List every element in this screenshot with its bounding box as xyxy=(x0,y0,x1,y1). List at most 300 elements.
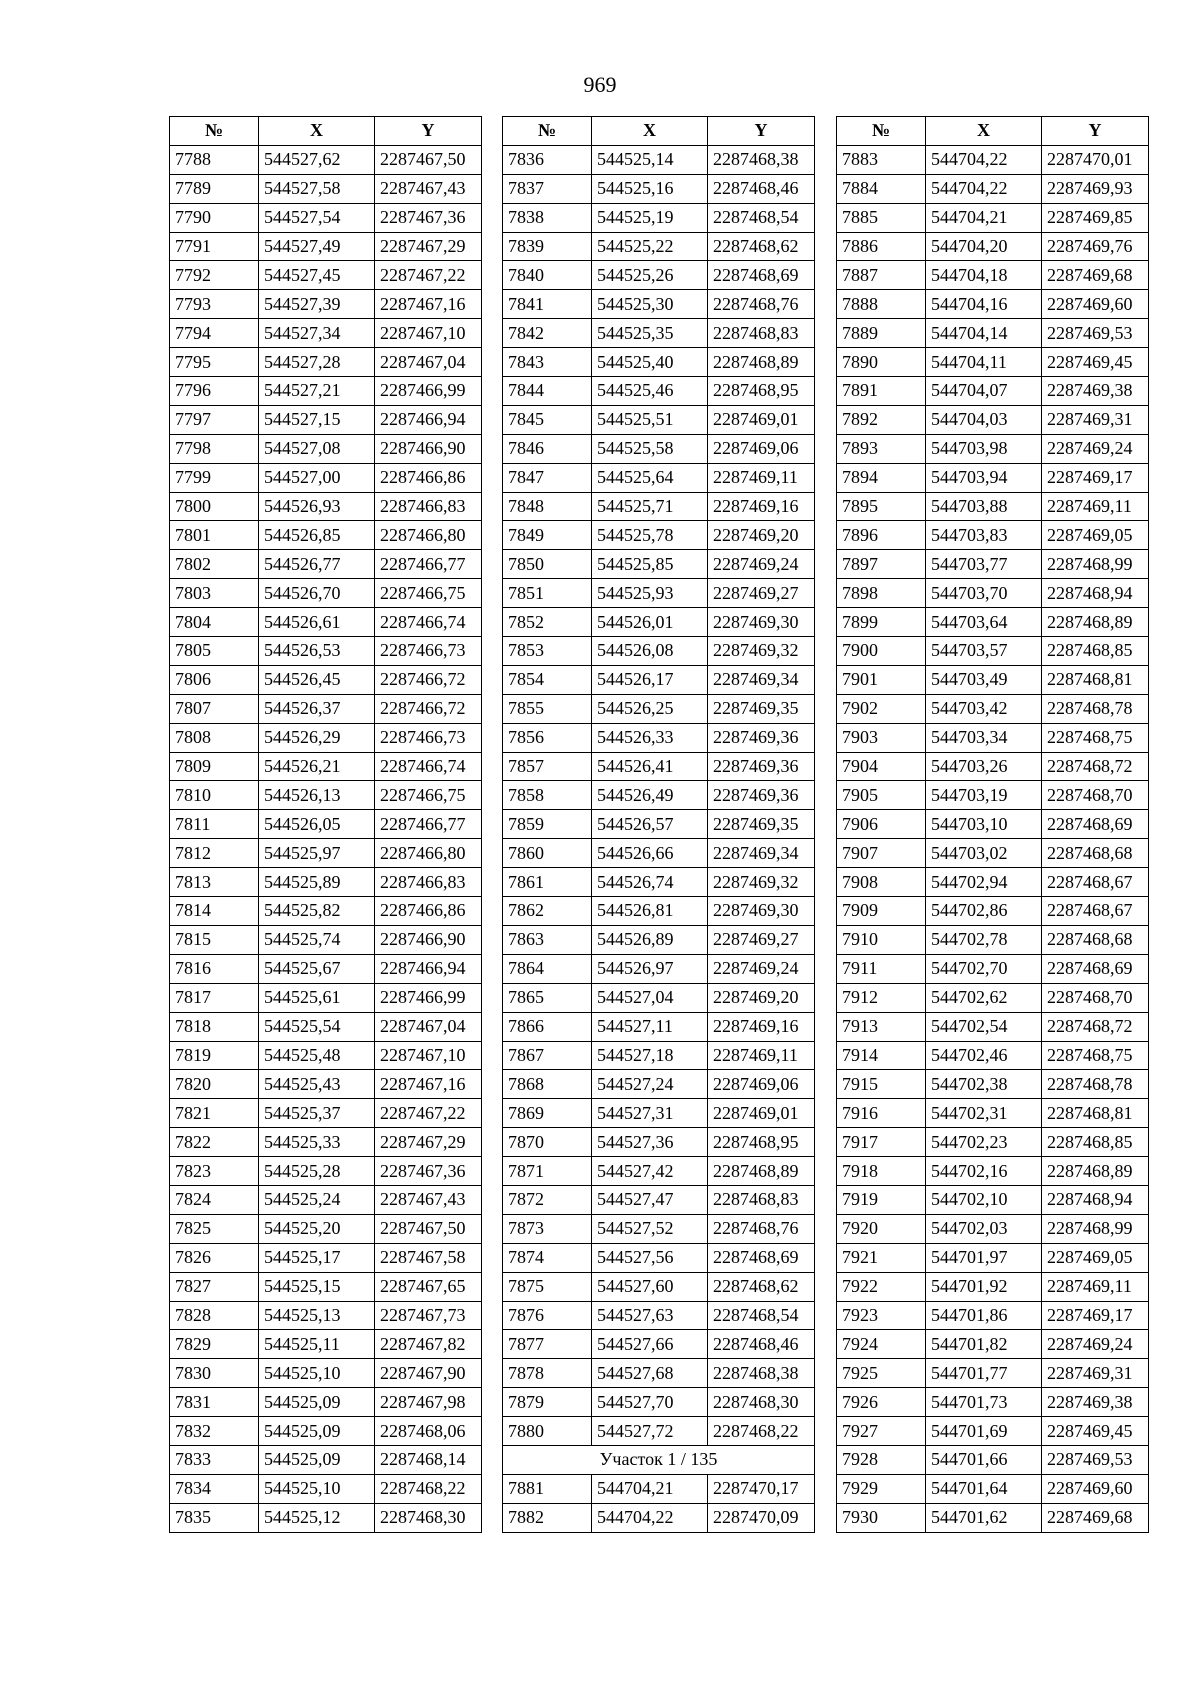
point-number: 7861 xyxy=(503,868,592,897)
table-row xyxy=(503,1214,815,1243)
y-coordinate: 2287469,17 xyxy=(1042,1301,1149,1330)
x-coordinate: 544525,74 xyxy=(259,925,375,954)
point-number: 7831 xyxy=(170,1388,259,1417)
table-row xyxy=(170,1330,482,1359)
section-label: Участок 1 / 135 xyxy=(503,1445,815,1474)
x-coordinate: 544527,60 xyxy=(592,1272,708,1301)
x-coordinate: 544526,37 xyxy=(259,694,375,723)
x-coordinate: 544527,00 xyxy=(259,463,375,492)
x-coordinate: 544704,22 xyxy=(926,174,1042,203)
point-number: 7838 xyxy=(503,203,592,232)
point-number: 7839 xyxy=(503,232,592,261)
y-coordinate: 2287466,90 xyxy=(375,925,482,954)
table-row xyxy=(170,203,482,232)
point-number: 7903 xyxy=(837,723,926,752)
y-coordinate: 2287468,76 xyxy=(708,1214,815,1243)
table-row xyxy=(170,925,482,954)
x-coordinate: 544702,54 xyxy=(926,1012,1042,1041)
x-coordinate: 544701,62 xyxy=(926,1503,1042,1532)
table-row xyxy=(170,1012,482,1041)
y-coordinate: 2287469,38 xyxy=(1042,1388,1149,1417)
table-row xyxy=(503,1185,815,1214)
table-row xyxy=(170,1474,482,1503)
y-coordinate: 2287469,45 xyxy=(1042,348,1149,377)
table-row xyxy=(837,1099,1149,1128)
point-number: 7922 xyxy=(837,1272,926,1301)
point-number: 7898 xyxy=(837,579,926,608)
x-coordinate: 544703,64 xyxy=(926,608,1042,637)
table-header-row xyxy=(837,117,1149,146)
x-coordinate: 544526,29 xyxy=(259,723,375,752)
table-row xyxy=(170,377,482,406)
x-coordinate: 544704,16 xyxy=(926,290,1042,319)
point-number: 7807 xyxy=(170,694,259,723)
table-row xyxy=(503,521,815,550)
table-row xyxy=(503,752,815,781)
table-row xyxy=(503,694,815,723)
y-coordinate: 2287468,78 xyxy=(1042,694,1149,723)
x-coordinate: 544527,39 xyxy=(259,290,375,319)
point-number: 7827 xyxy=(170,1272,259,1301)
y-coordinate: 2287469,60 xyxy=(1042,290,1149,319)
y-coordinate: 2287469,60 xyxy=(1042,1474,1149,1503)
y-coordinate: 2287469,11 xyxy=(708,463,815,492)
point-number: 7918 xyxy=(837,1157,926,1186)
x-coordinate: 544525,40 xyxy=(592,348,708,377)
point-number: 7897 xyxy=(837,550,926,579)
x-coordinate: 544703,70 xyxy=(926,579,1042,608)
x-coordinate: 544525,35 xyxy=(592,319,708,348)
y-coordinate: 2287469,31 xyxy=(1042,1359,1149,1388)
point-number: 7833 xyxy=(170,1445,259,1474)
section-row xyxy=(503,1445,815,1474)
y-coordinate: 2287467,50 xyxy=(375,145,482,174)
x-coordinate: 544525,09 xyxy=(259,1388,375,1417)
x-coordinate: 544701,64 xyxy=(926,1474,1042,1503)
point-number: 7817 xyxy=(170,983,259,1012)
x-coordinate: 544525,26 xyxy=(592,261,708,290)
point-number: 7858 xyxy=(503,781,592,810)
table-row xyxy=(503,1099,815,1128)
point-number: 7801 xyxy=(170,521,259,550)
y-coordinate: 2287469,06 xyxy=(708,1070,815,1099)
y-coordinate: 2287468,69 xyxy=(708,1243,815,1272)
x-coordinate: 544527,18 xyxy=(592,1041,708,1070)
y-coordinate: 2287468,81 xyxy=(1042,1099,1149,1128)
y-coordinate: 2287469,32 xyxy=(708,868,815,897)
y-coordinate: 2287466,86 xyxy=(375,897,482,926)
x-coordinate: 544527,36 xyxy=(592,1128,708,1157)
y-coordinate: 2287469,85 xyxy=(1042,203,1149,232)
x-coordinate: 544527,56 xyxy=(592,1243,708,1272)
point-number: 7789 xyxy=(170,174,259,203)
table-row xyxy=(170,1214,482,1243)
point-number: 7856 xyxy=(503,723,592,752)
point-number: 7908 xyxy=(837,868,926,897)
table-row xyxy=(503,954,815,983)
y-coordinate: 2287468,72 xyxy=(1042,1012,1149,1041)
table-row xyxy=(837,983,1149,1012)
point-number: 7849 xyxy=(503,521,592,550)
table-row xyxy=(170,492,482,521)
table-row xyxy=(503,1272,815,1301)
point-number: 7853 xyxy=(503,637,592,666)
table-row xyxy=(837,1301,1149,1330)
table-row xyxy=(170,839,482,868)
point-number: 7896 xyxy=(837,521,926,550)
point-number: 7879 xyxy=(503,1388,592,1417)
y-coordinate: 2287466,74 xyxy=(375,752,482,781)
x-coordinate: 544525,48 xyxy=(259,1041,375,1070)
point-number: 7917 xyxy=(837,1128,926,1157)
x-coordinate: 544703,26 xyxy=(926,752,1042,781)
table-row xyxy=(170,752,482,781)
point-number: 7905 xyxy=(837,781,926,810)
point-number: 7916 xyxy=(837,1099,926,1128)
y-coordinate: 2287468,46 xyxy=(708,174,815,203)
y-coordinate: 2287469,93 xyxy=(1042,174,1149,203)
y-coordinate: 2287467,29 xyxy=(375,1128,482,1157)
x-coordinate: 544525,12 xyxy=(259,1503,375,1532)
y-coordinate: 2287468,46 xyxy=(708,1330,815,1359)
x-coordinate: 544527,66 xyxy=(592,1330,708,1359)
table-row xyxy=(503,348,815,377)
x-coordinate: 544701,69 xyxy=(926,1417,1042,1446)
y-coordinate: 2287467,29 xyxy=(375,232,482,261)
y-coordinate: 2287467,16 xyxy=(375,290,482,319)
point-number: 7926 xyxy=(837,1388,926,1417)
table-row xyxy=(837,665,1149,694)
y-coordinate: 2287469,01 xyxy=(708,1099,815,1128)
x-coordinate: 544526,33 xyxy=(592,723,708,752)
table-row xyxy=(170,405,482,434)
x-coordinate: 544525,37 xyxy=(259,1099,375,1128)
y-coordinate: 2287466,74 xyxy=(375,608,482,637)
header-number: № xyxy=(837,117,926,146)
x-coordinate: 544701,97 xyxy=(926,1243,1042,1272)
y-coordinate: 2287468,78 xyxy=(1042,1070,1149,1099)
point-number: 7885 xyxy=(837,203,926,232)
table-row xyxy=(837,1185,1149,1214)
x-coordinate: 544525,33 xyxy=(259,1128,375,1157)
table-row xyxy=(837,810,1149,839)
table-row xyxy=(503,1474,815,1503)
x-coordinate: 544525,22 xyxy=(592,232,708,261)
table-row xyxy=(170,521,482,550)
x-coordinate: 544525,51 xyxy=(592,405,708,434)
y-coordinate: 2287466,94 xyxy=(375,405,482,434)
point-number: 7921 xyxy=(837,1243,926,1272)
x-coordinate: 544525,19 xyxy=(592,203,708,232)
table-row xyxy=(503,1128,815,1157)
x-coordinate: 544526,21 xyxy=(259,752,375,781)
y-coordinate: 2287466,83 xyxy=(375,492,482,521)
x-coordinate: 544525,24 xyxy=(259,1185,375,1214)
y-coordinate: 2287469,35 xyxy=(708,810,815,839)
point-number: 7868 xyxy=(503,1070,592,1099)
table-row xyxy=(503,290,815,319)
table-row xyxy=(837,1359,1149,1388)
point-number: 7910 xyxy=(837,925,926,954)
y-coordinate: 2287467,90 xyxy=(375,1359,482,1388)
table-row xyxy=(503,868,815,897)
point-number: 7851 xyxy=(503,579,592,608)
x-coordinate: 544703,94 xyxy=(926,463,1042,492)
header-y: Y xyxy=(375,117,482,146)
y-coordinate: 2287466,83 xyxy=(375,868,482,897)
table-row xyxy=(837,348,1149,377)
table-row xyxy=(503,492,815,521)
table-row xyxy=(503,1417,815,1446)
y-coordinate: 2287468,72 xyxy=(1042,752,1149,781)
point-number: 7864 xyxy=(503,954,592,983)
x-coordinate: 544526,45 xyxy=(259,665,375,694)
table-row xyxy=(170,1128,482,1157)
x-coordinate: 544526,13 xyxy=(259,781,375,810)
point-number: 7813 xyxy=(170,868,259,897)
table-row xyxy=(837,319,1149,348)
point-number: 7929 xyxy=(837,1474,926,1503)
x-coordinate: 544526,08 xyxy=(592,637,708,666)
y-coordinate: 2287468,89 xyxy=(1042,1157,1149,1186)
point-number: 7867 xyxy=(503,1041,592,1070)
point-number: 7906 xyxy=(837,810,926,839)
x-coordinate: 544526,25 xyxy=(592,694,708,723)
table-row xyxy=(170,1157,482,1186)
x-coordinate: 544525,85 xyxy=(592,550,708,579)
table-row xyxy=(503,1330,815,1359)
y-coordinate: 2287469,20 xyxy=(708,983,815,1012)
x-coordinate: 544526,93 xyxy=(259,492,375,521)
point-number: 7901 xyxy=(837,665,926,694)
point-number: 7788 xyxy=(170,145,259,174)
table-row xyxy=(503,377,815,406)
point-number: 7847 xyxy=(503,463,592,492)
x-coordinate: 544527,11 xyxy=(592,1012,708,1041)
x-coordinate: 544703,02 xyxy=(926,839,1042,868)
x-coordinate: 544525,64 xyxy=(592,463,708,492)
y-coordinate: 2287469,27 xyxy=(708,579,815,608)
table-row xyxy=(503,319,815,348)
x-coordinate: 544525,93 xyxy=(592,579,708,608)
x-coordinate: 544526,66 xyxy=(592,839,708,868)
x-coordinate: 544704,20 xyxy=(926,232,1042,261)
x-coordinate: 544525,43 xyxy=(259,1070,375,1099)
point-number: 7892 xyxy=(837,405,926,434)
y-coordinate: 2287468,30 xyxy=(375,1503,482,1532)
x-coordinate: 544525,14 xyxy=(592,145,708,174)
point-number: 7881 xyxy=(503,1474,592,1503)
point-number: 7927 xyxy=(837,1417,926,1446)
x-coordinate: 544526,17 xyxy=(592,665,708,694)
y-coordinate: 2287469,16 xyxy=(708,492,815,521)
x-coordinate: 544527,70 xyxy=(592,1388,708,1417)
point-number: 7887 xyxy=(837,261,926,290)
y-coordinate: 2287469,24 xyxy=(1042,434,1149,463)
x-coordinate: 544703,77 xyxy=(926,550,1042,579)
table-row xyxy=(170,1243,482,1272)
x-coordinate: 544525,58 xyxy=(592,434,708,463)
point-number: 7806 xyxy=(170,665,259,694)
y-coordinate: 2287469,38 xyxy=(1042,377,1149,406)
table-row xyxy=(503,1070,815,1099)
point-number: 7834 xyxy=(170,1474,259,1503)
y-coordinate: 2287468,95 xyxy=(708,1128,815,1157)
y-coordinate: 2287469,34 xyxy=(708,839,815,868)
y-coordinate: 2287468,22 xyxy=(708,1417,815,1446)
point-number: 7820 xyxy=(170,1070,259,1099)
x-coordinate: 544703,49 xyxy=(926,665,1042,694)
table-row xyxy=(503,1301,815,1330)
point-number: 7810 xyxy=(170,781,259,810)
point-number: 7802 xyxy=(170,550,259,579)
y-coordinate: 2287469,24 xyxy=(708,954,815,983)
table-row xyxy=(837,377,1149,406)
point-number: 7869 xyxy=(503,1099,592,1128)
table-row xyxy=(170,954,482,983)
point-number: 7816 xyxy=(170,954,259,983)
x-coordinate: 544526,53 xyxy=(259,637,375,666)
point-number: 7872 xyxy=(503,1185,592,1214)
point-number: 7895 xyxy=(837,492,926,521)
y-coordinate: 2287468,68 xyxy=(1042,839,1149,868)
x-coordinate: 544527,31 xyxy=(592,1099,708,1128)
point-number: 7874 xyxy=(503,1243,592,1272)
point-number: 7791 xyxy=(170,232,259,261)
header-number: № xyxy=(503,117,592,146)
y-coordinate: 2287468,76 xyxy=(708,290,815,319)
table-row xyxy=(170,232,482,261)
x-coordinate: 544702,31 xyxy=(926,1099,1042,1128)
table-row xyxy=(837,868,1149,897)
x-coordinate: 544702,46 xyxy=(926,1041,1042,1070)
table-row xyxy=(503,405,815,434)
table-row xyxy=(837,145,1149,174)
table-row xyxy=(837,1070,1149,1099)
y-coordinate: 2287468,94 xyxy=(1042,579,1149,608)
x-coordinate: 544527,58 xyxy=(259,174,375,203)
point-number: 7877 xyxy=(503,1330,592,1359)
point-number: 7828 xyxy=(170,1301,259,1330)
point-number: 7857 xyxy=(503,752,592,781)
point-number: 7805 xyxy=(170,637,259,666)
point-number: 7812 xyxy=(170,839,259,868)
x-coordinate: 544704,14 xyxy=(926,319,1042,348)
point-number: 7845 xyxy=(503,405,592,434)
x-coordinate: 544701,92 xyxy=(926,1272,1042,1301)
point-number: 7907 xyxy=(837,839,926,868)
point-number: 7792 xyxy=(170,261,259,290)
table-row xyxy=(503,810,815,839)
y-coordinate: 2287466,73 xyxy=(375,637,482,666)
x-coordinate: 544527,63 xyxy=(592,1301,708,1330)
point-number: 7854 xyxy=(503,665,592,694)
y-coordinate: 2287469,53 xyxy=(1042,319,1149,348)
point-number: 7880 xyxy=(503,1417,592,1446)
x-coordinate: 544704,11 xyxy=(926,348,1042,377)
point-number: 7894 xyxy=(837,463,926,492)
x-coordinate: 544704,03 xyxy=(926,405,1042,434)
y-coordinate: 2287468,38 xyxy=(708,145,815,174)
point-number: 7862 xyxy=(503,897,592,926)
table-row xyxy=(170,261,482,290)
y-coordinate: 2287469,24 xyxy=(708,550,815,579)
y-coordinate: 2287469,36 xyxy=(708,723,815,752)
point-number: 7850 xyxy=(503,550,592,579)
point-number: 7860 xyxy=(503,839,592,868)
point-number: 7878 xyxy=(503,1359,592,1388)
point-number: 7920 xyxy=(837,1214,926,1243)
point-number: 7843 xyxy=(503,348,592,377)
y-coordinate: 2287469,68 xyxy=(1042,1503,1149,1532)
x-coordinate: 544527,15 xyxy=(259,405,375,434)
x-coordinate: 544527,68 xyxy=(592,1359,708,1388)
y-coordinate: 2287469,16 xyxy=(708,1012,815,1041)
y-coordinate: 2287469,32 xyxy=(708,637,815,666)
table-row xyxy=(170,1503,482,1532)
x-coordinate: 544702,94 xyxy=(926,868,1042,897)
table-row xyxy=(837,1128,1149,1157)
table-row xyxy=(837,1157,1149,1186)
y-coordinate: 2287467,04 xyxy=(375,348,482,377)
table-row xyxy=(170,1099,482,1128)
x-coordinate: 544702,38 xyxy=(926,1070,1042,1099)
y-coordinate: 2287467,22 xyxy=(375,1099,482,1128)
y-coordinate: 2287469,01 xyxy=(708,405,815,434)
point-number: 7798 xyxy=(170,434,259,463)
table-row xyxy=(503,434,815,463)
table-row xyxy=(503,1041,815,1070)
x-coordinate: 544527,62 xyxy=(259,145,375,174)
y-coordinate: 2287470,17 xyxy=(708,1474,815,1503)
y-coordinate: 2287466,75 xyxy=(375,781,482,810)
point-number: 7830 xyxy=(170,1359,259,1388)
x-coordinate: 544703,10 xyxy=(926,810,1042,839)
table-row xyxy=(170,1272,482,1301)
x-coordinate: 544525,11 xyxy=(259,1330,375,1359)
point-number: 7803 xyxy=(170,579,259,608)
coordinates-table-2 xyxy=(502,116,815,1533)
point-number: 7886 xyxy=(837,232,926,261)
x-coordinate: 544526,74 xyxy=(592,868,708,897)
table-row xyxy=(837,694,1149,723)
y-coordinate: 2287467,82 xyxy=(375,1330,482,1359)
table-row xyxy=(503,232,815,261)
point-number: 7915 xyxy=(837,1070,926,1099)
x-coordinate: 544527,49 xyxy=(259,232,375,261)
table-row xyxy=(837,1445,1149,1474)
table-row xyxy=(837,261,1149,290)
x-coordinate: 544527,21 xyxy=(259,377,375,406)
table-row xyxy=(837,1214,1149,1243)
x-coordinate: 544526,77 xyxy=(259,550,375,579)
point-number: 7912 xyxy=(837,983,926,1012)
table-row xyxy=(837,839,1149,868)
table-row xyxy=(503,1359,815,1388)
table-row xyxy=(170,290,482,319)
table-row xyxy=(837,1012,1149,1041)
point-number: 7825 xyxy=(170,1214,259,1243)
x-coordinate: 544527,08 xyxy=(259,434,375,463)
y-coordinate: 2287468,69 xyxy=(1042,810,1149,839)
y-coordinate: 2287467,10 xyxy=(375,1041,482,1070)
coordinates-table-1 xyxy=(169,116,482,1533)
y-coordinate: 2287468,70 xyxy=(1042,781,1149,810)
y-coordinate: 2287466,86 xyxy=(375,463,482,492)
point-number: 7899 xyxy=(837,608,926,637)
point-number: 7876 xyxy=(503,1301,592,1330)
y-coordinate: 2287469,30 xyxy=(708,897,815,926)
